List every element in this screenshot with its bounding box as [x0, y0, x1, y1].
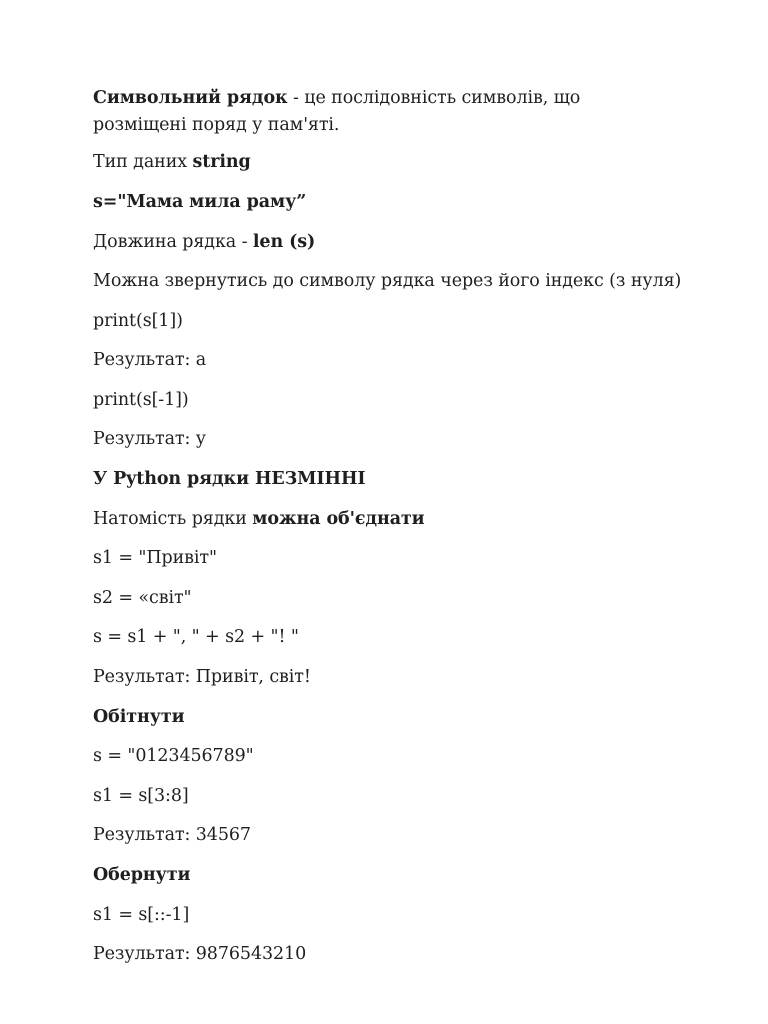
code-line: s2 = «світ"	[93, 588, 192, 608]
paragraph-reverse-heading	[93, 862, 190, 889]
result-line: Результат: а	[93, 350, 207, 370]
paragraph-code-reverse	[93, 902, 189, 929]
code-line: print(s[1])	[93, 311, 183, 331]
code-line: s = s1 + ", " + s2 + "! "	[93, 627, 299, 647]
paragraph-result-reverse	[93, 941, 306, 968]
term-string: Символьний рядок	[93, 88, 288, 108]
paragraph-result-a	[93, 347, 206, 374]
code-line: s = "0123456789"	[93, 746, 254, 766]
concatenate-emphasis: можна об'єднати	[252, 509, 425, 529]
definition-text: - це послідовність символів, що розміщені поряд у пам'яті.	[93, 88, 581, 135]
paragraph-code-print-index	[93, 308, 183, 335]
result-line: Результат: у	[93, 429, 206, 449]
result-line: Результат: Привіт, світ!	[93, 667, 311, 687]
immutable-heading: У Python рядки НЕЗМІННІ	[93, 469, 366, 489]
code-line: s1 = s[3:8]	[93, 786, 189, 806]
data-type-label: Тип даних	[93, 152, 193, 172]
length-function: len (s)	[252, 232, 316, 252]
paragraph-slice-heading	[93, 704, 184, 731]
paragraph-immutable-heading	[93, 466, 365, 493]
length-label: Довжина рядка -	[93, 232, 253, 252]
paragraph-example-assignment	[93, 189, 306, 216]
paragraph-code-slice	[93, 783, 189, 810]
paragraph-result-slice	[93, 822, 251, 849]
result-line: Результат: 34567	[93, 825, 251, 845]
code-line: s1 = "Привіт"	[93, 548, 217, 568]
example-assignment: s="Мама мила раму”	[93, 192, 307, 212]
code-line: s1 = s[::-1]	[93, 905, 190, 925]
paragraph-code-print-negative	[93, 387, 189, 414]
result-line: Результат: 9876543210	[93, 944, 307, 964]
concatenate-label: Натомість рядки	[93, 509, 253, 529]
paragraph-indexing	[93, 268, 681, 295]
paragraph-code-s2	[93, 585, 192, 612]
paragraph-code-concat	[93, 624, 299, 651]
paragraph-code-digits	[93, 743, 254, 770]
paragraph-result-hello	[93, 664, 311, 691]
paragraph-length	[93, 229, 315, 256]
slice-heading: Обітнути	[93, 707, 185, 727]
reverse-heading: Обернути	[93, 865, 191, 885]
paragraph-concatenate	[93, 506, 425, 533]
paragraph-code-s1	[93, 545, 217, 572]
paragraph-string-definition	[93, 85, 653, 139]
indexing-text: Можна звернутись до символу рядка через його індекс (з нуля)	[93, 271, 682, 291]
data-type-value: string	[192, 152, 251, 172]
code-line: print(s[-1])	[93, 390, 189, 410]
paragraph-data-type	[93, 149, 251, 176]
paragraph-result-u	[93, 426, 206, 453]
